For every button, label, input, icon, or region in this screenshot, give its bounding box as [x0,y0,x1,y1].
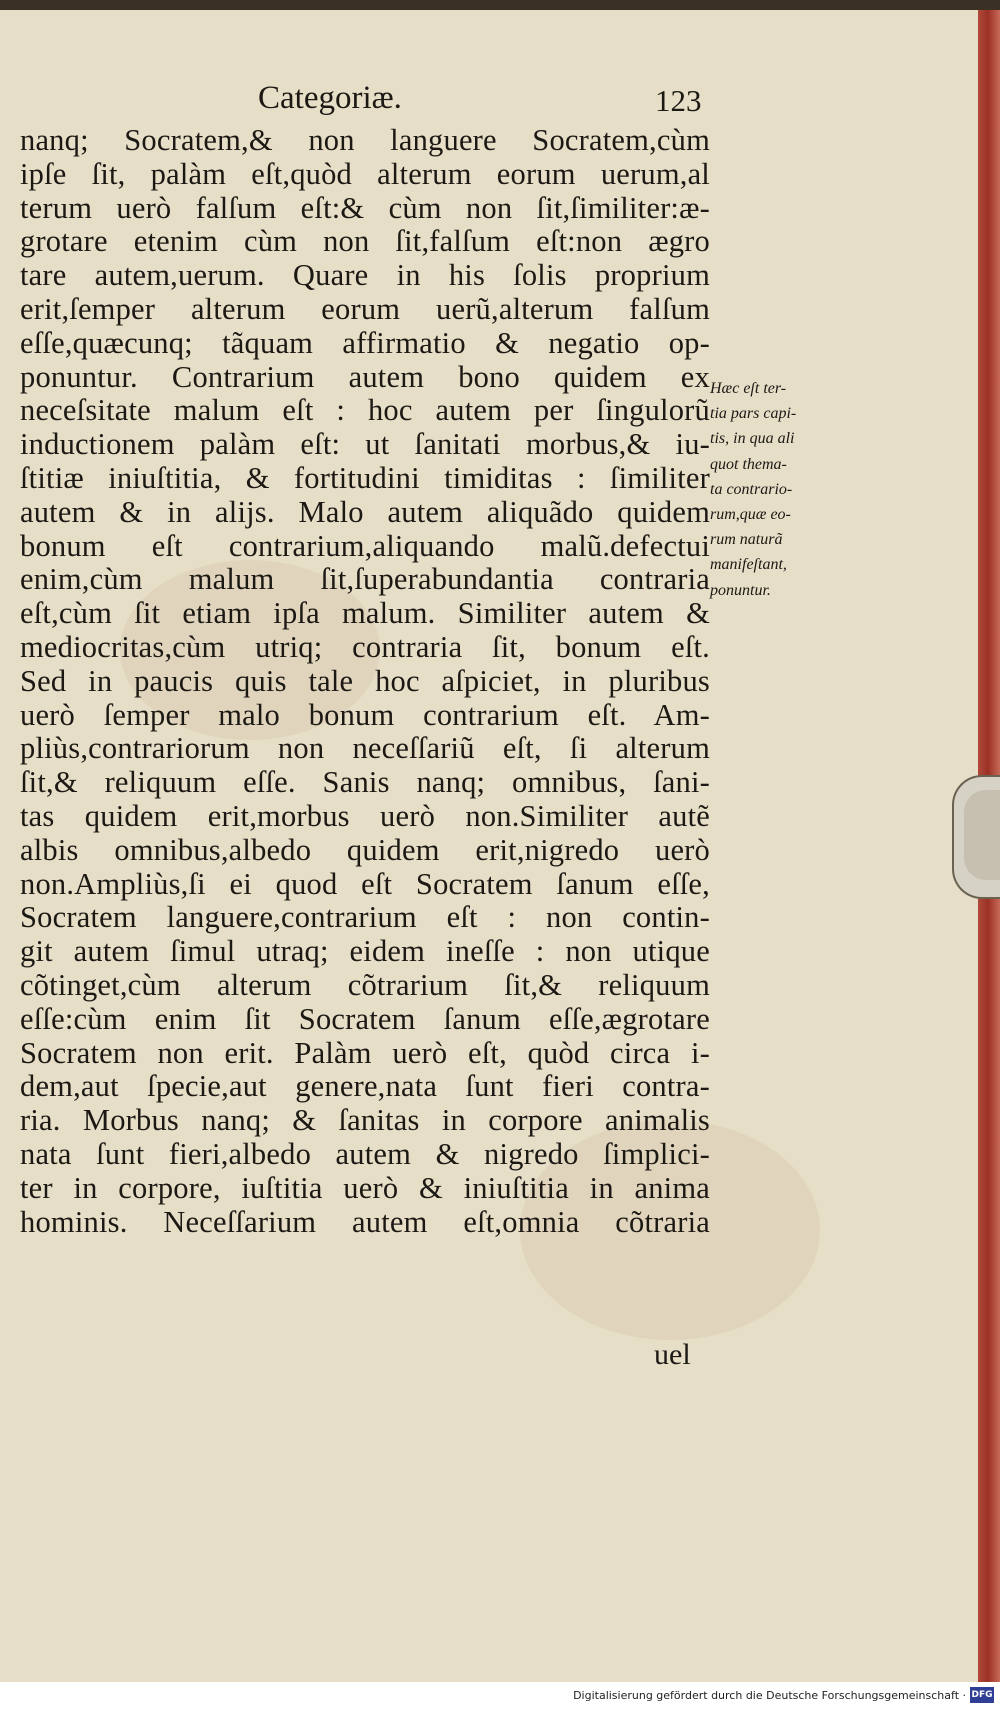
text-line: Sed in paucis quis tale hoc aſpiciet, in pluribus [20,663,710,698]
text-line: dem,aut ſpecie,aut genere,nata ſunt fieri contra- [20,1069,710,1104]
text-line: tare autem,uerum. Quare in his ſolis proprium [20,258,710,293]
marginal-note-line: Hæc eſt ter- [710,380,787,397]
marginal-note-line: rum naturã [710,531,783,549]
text-line: eſſe:cùm enim ſit Socratem ſanum eſſe,ægrotare [20,1001,710,1036]
book-clasp-inner [964,790,1000,880]
text-line: bonum eſt contrarium,aliquando malũ.defectui [20,528,710,563]
marginal-note-line: rum,quæ eo- [710,505,791,523]
text-line: Socratem non erit. Palàm uerò eſt, quòd circa i- [20,1035,710,1070]
marginal-note-line: manifeſtant, [710,556,787,574]
text-line: enim,cùm malum ſit,ſuperabundantia contraria [20,562,710,597]
text-line: tas quidem erit,morbus uerò non.Similiter autẽ [20,798,710,833]
text-line: pliùs,contrariorum non neceſſariũ eſt, ſi alterum [20,731,710,766]
text-line: mediocritas,cùm utriq; contraria ſit, bonum eſt. [20,629,710,664]
text-line: git autem ſimul utraq; eidem ineſſe : non utique [20,934,710,969]
text-line: autem & in alijs. Malo autem aliquãdo quidem [20,494,710,529]
text-line: inductionem palàm eſt: ut ſanitati morbus,& iu- [20,427,710,462]
text-line: ſit,& reliquum eſſe. Sanis nanq; omnibus, ſani- [20,765,710,800]
catchword: uel [654,1338,691,1371]
text-line: hominis. Neceſſarium autem eſt,omnia cõtraria [20,1204,710,1239]
text-line: non.Ampliùs,ſi ei quod eſt Socratem ſanum eſſe, [20,866,710,901]
text-line: neceſsitate malum eſt : hoc autem per ſingulorũ [20,393,710,428]
text-line: ſtitiæ iniuſtitia, & fortitudini timiditas : ſimiliter [20,460,710,495]
text-line: cõtinget,cùm alterum cõtrarium ſit,& reliquum [20,967,710,1002]
text-line: ria. Morbus nanq; & ſanitas in corpore animalis [20,1103,710,1138]
text-line: Socratem languere,contrarium eſt : non contin- [20,900,710,935]
marginal-note-line: ponuntur. [710,581,771,599]
dfg-logo: DFG [970,1687,994,1703]
body-text [20,124,710,1239]
marginal-note-line: tis, in qua ali [710,430,795,448]
text-line: eſt,cùm ſit etiam ipſa malum. Similiter autem & [20,596,710,631]
text-line: nata ſunt fieri,albedo autem & nigredo ſimplici- [20,1136,710,1171]
page-number: 123 [655,83,702,118]
marginal-note-line: quot thema- [710,455,787,473]
text-line: nanq; Socratem,& non languere Socratem,cùm [20,123,710,157]
marginal-note-line: ta contrario- [710,480,793,498]
running-head: Categoriæ. [258,80,402,116]
text-line: terum uerò falſum eſt:& cùm non ſit,ſimiliter:æ- [20,190,710,225]
marginal-note [710,376,840,603]
funding-credit: Digitalisierung gefördert durch die Deutsche Forschungsgemeinschaft · [573,1689,966,1702]
text-line: ipſe ſit, palàm eſt,quòd alterum eorum uerum,al [20,156,710,191]
text-line: erit,ſemper alterum eorum uerũ,alterum falſum [20,291,710,326]
text-line: ter in corpore, iuſtitia uerò & iniuſtitia in anima [20,1170,710,1205]
text-line: ponuntur. Contrarium autem bono quidem ex [20,359,710,394]
text-line: uerò ſemper malo bonum contrarium eſt. Am- [20,697,710,732]
text-line: grotare etenim cùm non ſit,falſum eſt:non ægro [20,224,710,259]
marginal-note-line: tia pars capi- [710,405,797,423]
text-line: albis omnibus,albedo quidem erit,nigredo uerò [20,832,710,867]
text-line: eſſe,quæcunq; tãquam affirmatio & negatio op- [20,325,710,360]
